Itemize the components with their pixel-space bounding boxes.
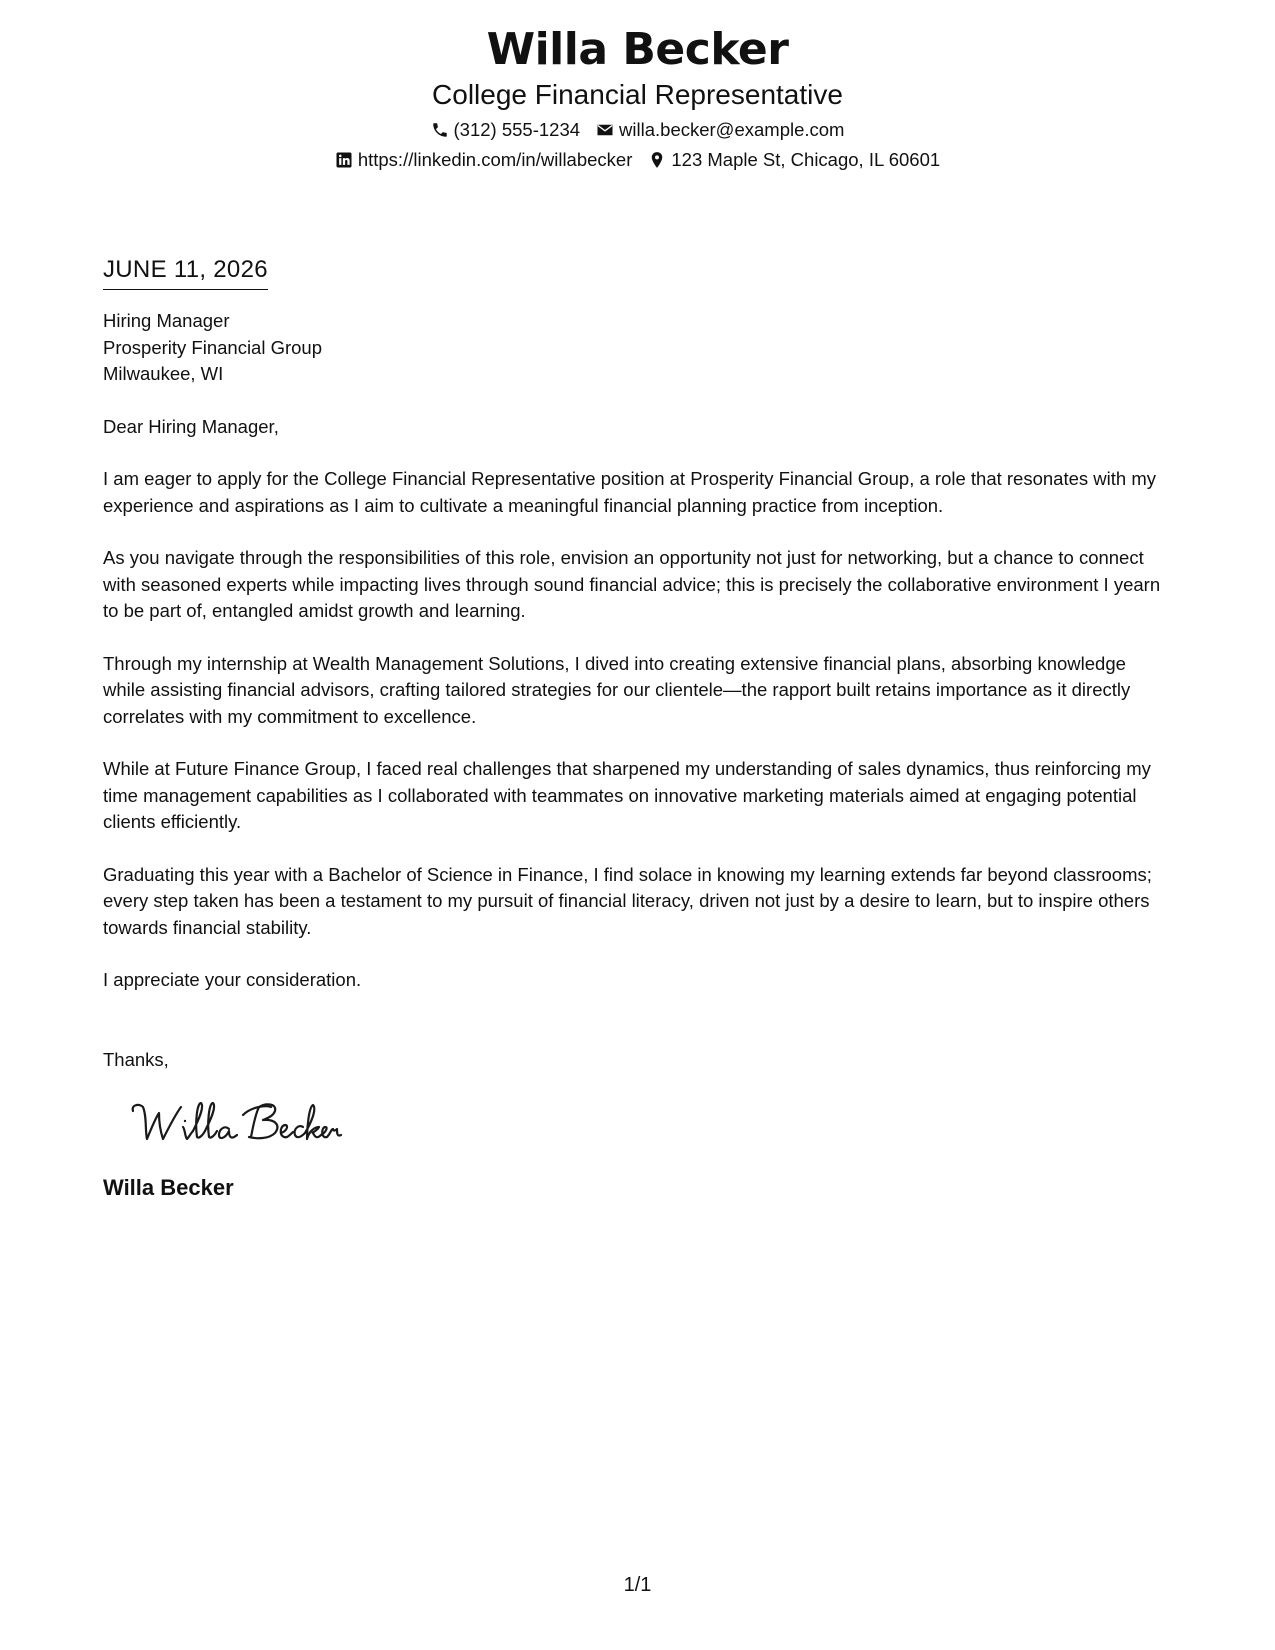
phone-text: (312) 555-1234 [453,119,581,140]
letter-header [0,0,1275,172]
body-paragraph: While at Future Finance Group, I faced real challenges that sharpened my understanding of sales dynamics, thus reinforcing my time management capabilities as I collaborated with teammates on innovative marketing materials aimed at engaging potential clients efficiently. [103,758,1151,832]
envelope-icon [596,121,614,139]
closing-line: I appreciate your consideration. [103,969,362,990]
body-paragraph: Through my internship at Wealth Management Solutions, I dived into creating extensive financial plans, absorbing knowledge while assisting financial advisors, crafting tailored strategies for our clientele—the rapport built retains importance as it directly correlates with my commitment to excellence. [103,652,1131,727]
linkedin-icon [335,151,353,169]
applicant-title: College Financial Representative [432,79,843,110]
contact-phone [431,118,581,142]
signer-name: Willa Becker [103,1175,234,1200]
contact-row-1 [0,118,1275,142]
handwritten-signature [125,1093,345,1153]
recipient-line: Hiring Manager [103,310,230,331]
recipient-block [103,308,1173,388]
signoff: Thanks, [103,1048,169,1070]
page-number: 1/1 [623,1574,652,1596]
letter-body [103,255,1173,1202]
linkedin-link[interactable]: https://linkedin.com/in/willabecker [357,149,633,170]
recipient-line: Prosperity Financial Group [103,336,323,358]
address-text: 123 Maple St, Chicago, IL 60601 [671,149,941,170]
contact-email[interactable] [596,118,844,142]
phone-icon [431,121,449,139]
body-paragraph: Graduating this year with a Bachelor of Science in Finance, I find solace in knowing my learning extends far beyond classrooms; every step taken has been a testament to my pursuit of financial literacy, driven not just by a desire to learn, but to inspire others towards financial stability. [103,863,1152,938]
email-link[interactable]: willa.becker@example.com [619,119,845,140]
letter-date: JUNE 11, 2026 [103,255,268,290]
contact-row-2 [0,148,1275,172]
recipient-line: Milwaukee, WI [103,363,224,384]
body-paragraph: I am eager to apply for the College Financial Representative position at Prosperity Financial Group, a role that resonates with my experience and aspirations as I aim to cultivate a meaningful financial planning practice from inception. [103,468,1156,516]
contact-linkedin[interactable] [335,148,633,172]
map-pin-icon [648,151,666,169]
applicant-name: Willa Becker [486,24,789,75]
salutation: Dear Hiring Manager, [103,415,279,437]
contact-address [648,148,940,172]
body-paragraph: As you navigate through the responsibilities of this role, envision an opportunity not just for networking, but a chance to connect with seasoned experts while impacting lives through sound financial advice; this is precisely the collaborative environment I yearn to be part of, entangled amidst growth and learning. [103,547,1161,621]
